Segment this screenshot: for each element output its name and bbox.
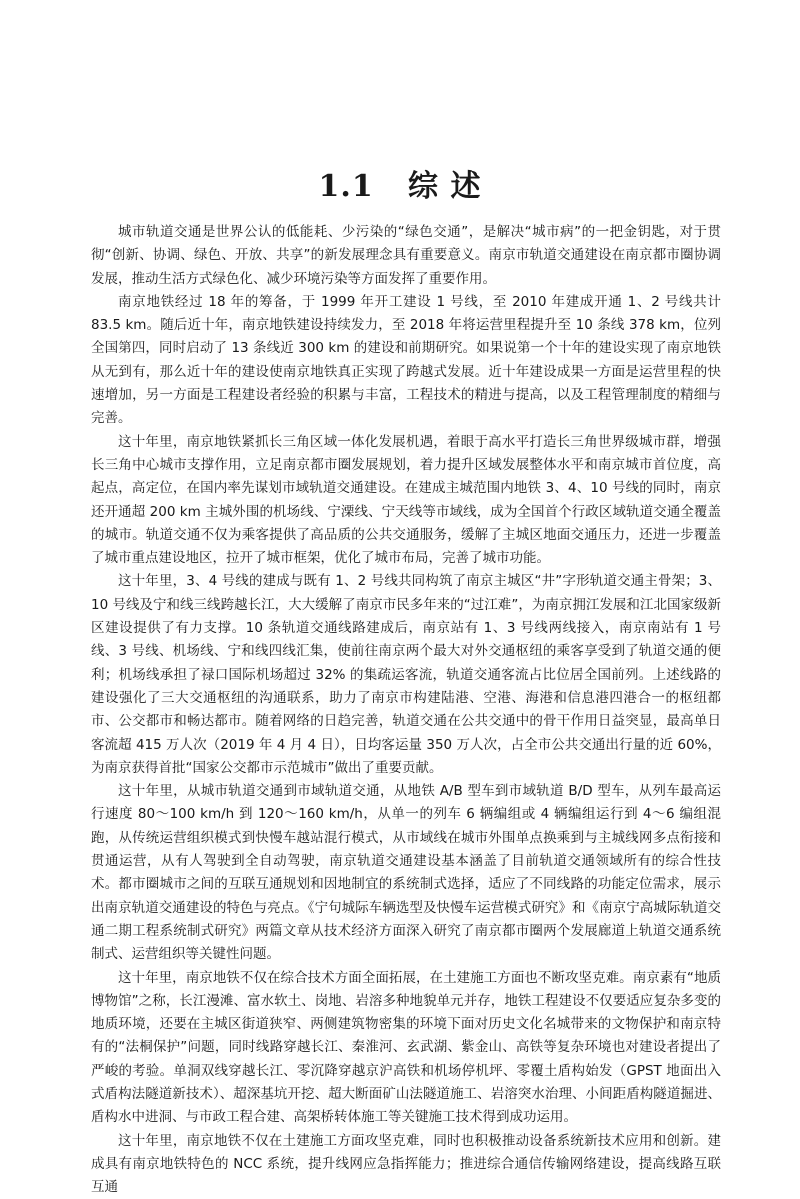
section-heading [0, 161, 800, 205]
paragraph-4: 这十年里，3、4 号线的建成与既有 1、2 号线共同构筑了南京主城区“井”字形轨道交通主骨架；3、10 号线及宁和线三线跨越长江，大大缓解了南京市民多年来的“过江难”，为南京拥江发展和江北国家级新区建设提供了有力支撑。10 条轨道交通线路建成后，南京站有 1、3 号线两线接入，南京南站有 1 号线、3 号线、机场线、宁和线四线汇集，使前往南京两个最大对外交通枢纽的乘客享受到了轨道交通的便利；机场线承担了禄口国际机场超过 32% 的集疏运客流，轨道交通客流占比位居全国前列。上述线路的建设强化了三大交通枢纽的沟通联系，助力了南京市构建陆港、空港、海港和信息港四港合一的枢纽都市、公交都市和畅达都市。随着网络的日趋完善，轨道交通在公共交通中的骨干作用日益突显，最高单日客流超 415 万人次（2019 年 4 月 4 日），日均客运量 350 万人次，占全市公共交通出行量的近 60%，为南京获得首批“国家公交都市示范城市”做出了重要贡献。 [91, 573, 721, 776]
paragraph-3: 这十年里，南京地铁紧抓长三角区域一体化发展机遇，着眼于高水平打造长三角世界级城市群，增强长三角中心城市支撑作用，立足南京都市圈发展规划，着力提升区域发展整体水平和南京城市首位度，高起点，高定位，在国内率先谋划市域轨道交通建设。在建成主城范围内地铁 3、4、10 号线的同时，南京还开通超 200 km 主城外围的机场线、宁溧线、宁天线等市域线，成为全国首个行政区域轨道交通全覆盖的城市。轨道交通不仅为乘客提供了高品质的公共交通服务，缓解了主城区地面交通压力，还进一步覆盖了城市重点建设地区，拉开了城市框架，优化了城市布局，完善了城市功能。 [91, 433, 721, 567]
body-text [91, 221, 721, 1199]
paragraph-7: 这十年里，南京地铁不仅在土建施工方面攻坚克难，同时也积极推动设备系统新技术应用和创新。建成具有南京地铁特色的 NCC 系统，提升线网应急指挥能力；推进综合通信传输网络建设，提高线路互联互通 [91, 1132, 721, 1196]
section-number: 1.1 [318, 169, 374, 204]
paragraph-1: 城市轨道交通是世界公认的低能耗、少污染的“绿色交通”，是解决“城市病”的一把金钥匙，对于贯彻“创新、协调、绿色、开放、共享”的新发展理念具有重要意义。南京市轨道交通建设在南京都市圈协调发展，推动生活方式绿色化、减少环境污染等方面发挥了重要作用。 [91, 224, 721, 287]
section-title: 综 述 [408, 169, 482, 204]
paragraph-2: 南京地铁经过 18 年的筹备，于 1999 年开工建设 1 号线，至 2010 年建成开通 1、2 号线共计 83.5 km。随后近十年，南京地铁建设持续发力，至 2018 年将运营里程提升至 10 条线 378 km，位列全国第四，同时启动了 13 条线近 300 km 的建设和前期研究。如果说第一个十年的建设实现了南京地铁从无到有，那么近十年的建设使南京地铁真正实现了跨越式发展。近十年建设成果一方面是运营里程的快速增加，另一方面是工程建设者经验的积累与丰富，工程技术的精进与提高，以及工程管理制度的精细与完善。 [91, 293, 721, 427]
paragraph-5: 这十年里，从城市轨道交通到市域轨道交通，从地铁 A/B 型车到市域轨道 B/D 型车，从列车最高运行速度 80～100 km/h 到 120～160 km/h，从单一的列车 6 辆编组或 4 辆编组运行到 4～6 编组混跑，从传统运营组织模式到快慢车越站混行模式，从市域线在城市外围单点换乘到与主城线网多点衔接和贯通运营，从有人驾驶到全自动驾驶，南京轨道交通建设基本涵盖了目前轨道交通领域所有的综合性技术。都市圈城市之间的互联互通规划和因地制宜的系统制式选择，适应了不同线路的功能定位需求，展示出南京轨道交通建设的特色与亮点。《宁句城际车辆选型及快慢车运营模式研究》和《南京宁高城际轨道交通二期工程系统制式研究》两篇文章从技术经济方面深入研究了南京都市圈两个发展廊道上轨道交通系统制式、运营组织等关键性问题。 [91, 783, 721, 963]
paragraph-6: 这十年里，南京地铁不仅在综合技术方面全面拓展，在土建施工方面也不断攻坚克难。南京素有“地质博物馆”之称，长江漫滩、富水软土、岗地、岩溶多种地貌单元并存，地铁工程建设不仅要适应复杂多变的地质环境，还要在主城区街道狭窄、两侧建筑物密集的环境下面对历史文化名城带来的文物保护和南京特有的“法桐保护”问题，同时线路穿越长江、秦淮河、玄武湖、紫金山、高铁等复杂环境也对建设者提出了严峻的考验。单洞双线穿越长江、零沉降穿越京沪高铁和机场停机坪、零覆土盾构始发（GPST 地面出入式盾构法隧道新技术）、超深基坑开挖、超大断面矿山法隧道施工、岩溶突水治理、小间距盾构隧道掘进、盾构水中进洞、与市政工程合建、高架桥转体施工等关键施工技术得到成功运用。 [91, 969, 721, 1126]
